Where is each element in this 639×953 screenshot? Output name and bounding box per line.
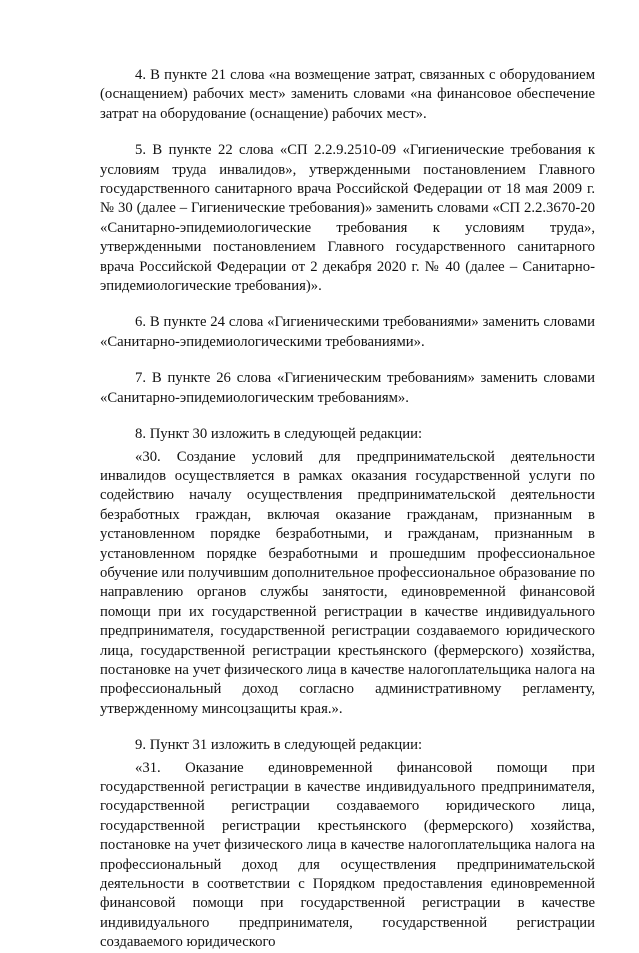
paragraph-item-4: 4. В пункте 21 слова «на возмещение затрат, связанных с оборудованием (оснащением) рабочих мест» заменить словами «на финансовое обеспечение затрат на оборудование (оснащение) рабочих мест». [100,67,595,122]
paragraph-item-6: 6. В пункте 24 слова «Гигиеническими требованиями» заменить словами «Санитарно-эпидемиологическими требованиями». [100,314,595,350]
paragraph-item-30-text: «30. Создание условий для предпринимательской деятельности инвалидов осуществляется в рамках оказания государственной услуги по содействию началу осуществления предпринимательской деятельности безработных граждан, включая оказание гражданам, признанным в установленном порядке безработными, и гражданам, признанным в установленном порядке безработными и прошедшим профессиональное обучение или получившим дополнительное профессиональное образование по направлению органов службы занятости, единовременной финансовой помощи при их государственной регистрации в качестве индивидуального предпринимателя, государственной регистрации создаваемого юридического лица, государственной регистрации крестьянского (фермерского) хозяйства, постановке на учет физического лица в качестве налогоплательщика налога на профессиональный доход согласно административному регламенту, утвержденному минсоцзащиты края.». [100,448,595,717]
paragraph-item-8-heading: 8. Пункт 30 изложить в следующей редакции: [135,426,423,443]
paragraph-item-7: 7. В пункте 26 слова «Гигиеническим требованиям» заменить словами «Санитарно-эпидемиологическим требованиям». [100,370,595,406]
paragraph-item-31-text: «31. Оказание единовременной финансовой помощи при государственной регистрации в качестве индивидуального предпринимателя, государственной регистрации создаваемого юридического лица, государственной регистрации крестьянского (фермерского) хозяйства, постановке на учет физического лица в качестве налогоплательщика налога на профессиональный доход для осуществления предпринимательской деятельности в соответствии с Порядком предоставления единовременной финансовой помощи при государственной регистрации в качестве индивидуального предпринимателя, государственной регистрации создаваемого юридического [100,759,595,951]
paragraph-item-9-heading: 9. Пункт 31 изложить в следующей редакции: [135,737,423,754]
paragraph-item-5: 5. В пункте 22 слова «СП 2.2.9.2510-09 «Гигиенические требования к условиям труда инвалидов», утвержденными постановлением Главного государственного санитарного врача Российской Федерации от 18 мая 2009 г. № 30 (далее – Гигиенические требования)» заменить словами «СП 2.2.3670-20 «Санитарно-эпидемиологические требования к условиям труда», утвержденными постановлением Главного государственного санитарного врача Российской Федерации от 2 декабря 2020 г. № 40 (далее – Санитарно-эпидемиологические требования)». [100,142,595,295]
